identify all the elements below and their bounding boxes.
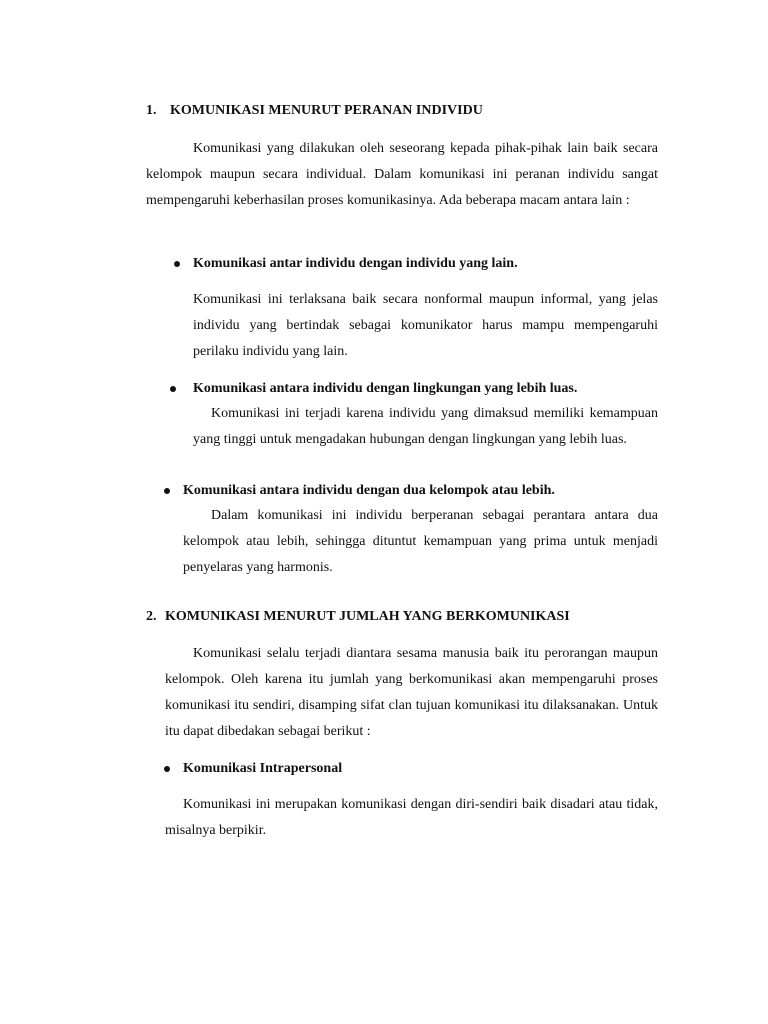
- bullet-1-1: [174, 261, 180, 267]
- section-2-item-1-text: Komunikasi ini merupakan komunikasi dengan diri-sendiri baik disadari atau tidak, misalnya berpikir.: [165, 797, 658, 838]
- section-1-title: KOMUNIKASI MENURUT PERANAN INDIVIDU: [170, 103, 483, 118]
- section-1-intro: Komunikasi yang dilakukan oleh seseorang kepada pihak-pihak lain baik secara kelompok maupun secara individual. Dalam komunikasi ini peranan individu sangat mempengaruhi keberhasilan proses komunikasinya. Ada beberapa macam antara lain :: [146, 141, 658, 208]
- section-1-item-2-title: Komunikasi antara individu dengan lingkungan yang lebih luas.: [193, 381, 578, 396]
- section-1-item-1-title: Komunikasi antar individu dengan individu yang lain.: [193, 256, 518, 271]
- section-1-item-2-text: Komunikasi ini terjadi karena individu yang dimaksud memiliki kemampuan yang tinggi untuk mengadakan hubungan dengan lingkungan yang lebih luas.: [193, 406, 658, 447]
- bullet-1-3: [164, 488, 170, 494]
- section-1-item-3-title: Komunikasi antara individu dengan dua kelompok atau lebih.: [183, 483, 555, 498]
- section-1-number: 1.: [146, 103, 157, 118]
- section-1-item-1-text: Komunikasi ini terlaksana baik secara nonformal maupun informal, yang jelas individu yang bertindak sebagai komunikator harus mampu mempengaruhi perilaku individu yang lain.: [193, 292, 658, 359]
- section-2-item-1-title: Komunikasi Intrapersonal: [183, 761, 343, 776]
- section-2-title: KOMUNIKASI MENURUT JUMLAH YANG BERKOMUNIKASI: [165, 609, 570, 624]
- section-2-intro: Komunikasi selalu terjadi diantara sesama manusia baik itu perorangan maupun kelompok. Oleh karena itu jumlah yang berkomunikasi akan mempengaruhi proses komunikasi itu sendiri, disamping sifat clan tujuan komunikasi itu dilaksanakan. Untuk itu dapat dibedakan sebagai berikut :: [165, 646, 658, 739]
- section-1-heading: [146, 102, 483, 120]
- bullet-1-2: [170, 386, 176, 392]
- section-2-number: 2.: [146, 609, 157, 624]
- section-1-item-3-text: Dalam komunikasi ini individu berperanan sebagai perantara antara dua kelompok atau lebih, sehingga dituntut kemampuan yang prima untuk menjadi penyelaras yang harmonis.: [183, 508, 658, 575]
- bullet-2-1: [164, 766, 170, 772]
- section-2-heading: [146, 608, 570, 626]
